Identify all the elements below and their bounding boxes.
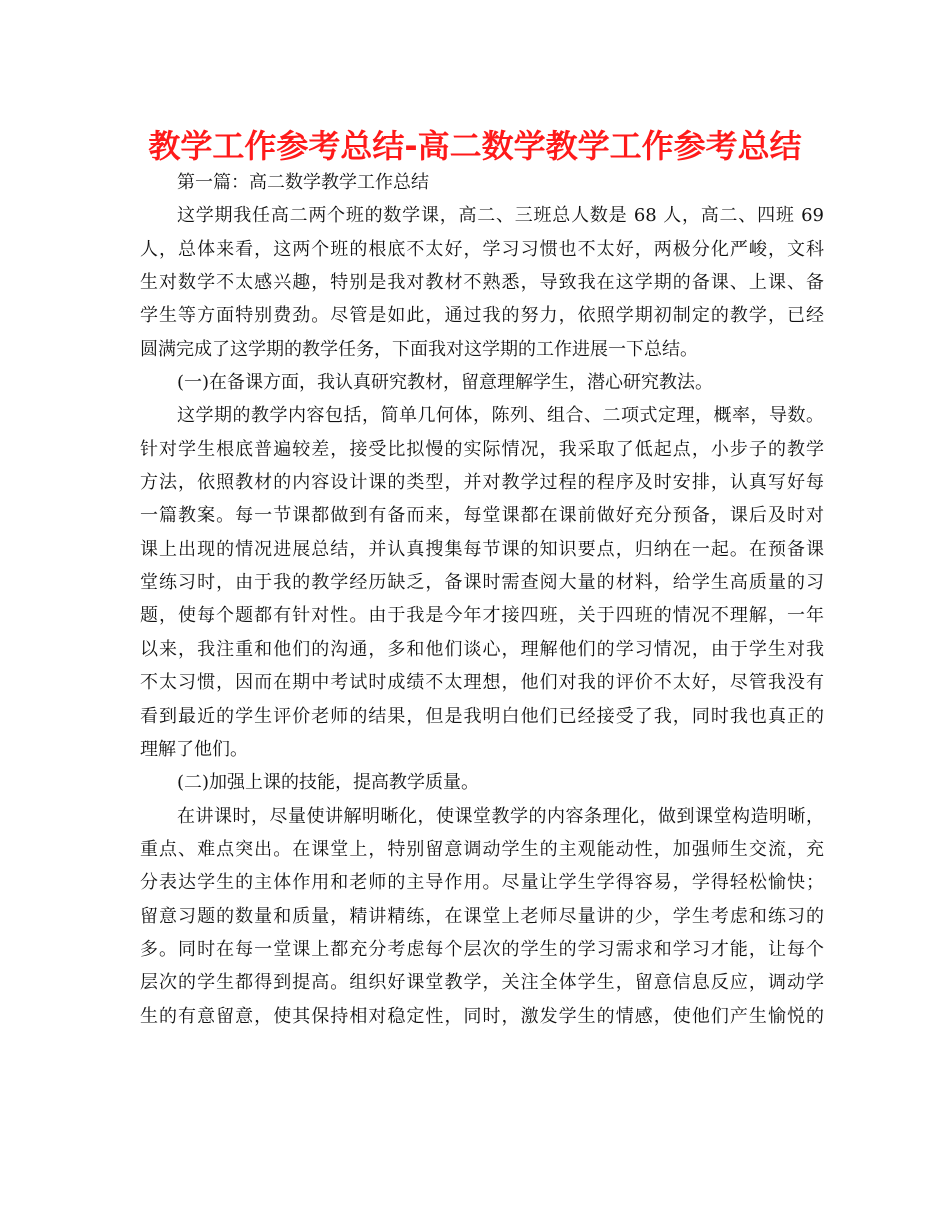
text-line: 多。同时在每一堂课上都充分考虑每个层次的学生的学习需求和学习才能，让每个 (140, 938, 824, 960)
text-line: 看到最近的学生评价老师的结果，但是我明白他们已经接受了我，同时我也真正的 (140, 705, 824, 727)
text-line: 理解了他们。 (140, 738, 248, 760)
text-line: 第一篇：高二数学教学工作总结 (177, 172, 429, 193)
document-title: 教学工作参考总结-高二数学教学工作参考总结 (148, 127, 802, 165)
text-line: 层次的学生都得到提高。组织好课堂教学，关注全体学生，留意信息反应，调动学 (140, 972, 824, 994)
text-line: 生对数学不太感兴趣，特别是我对教材不熟悉，导致我在这学期的备课、上课、备 (140, 272, 824, 294)
text-line: 方法，依照教材的内容设计课的类型，并对教学过程的程序及时安排，认真写好每 (140, 472, 824, 494)
text-line: (二)加强上课的技能，提高教学质量。 (177, 772, 480, 794)
text-line: (一)在备课方面，我认真研究教材，留意理解学生，潜心研究教法。 (177, 372, 714, 394)
text-line: 针对学生根底普遍较差，接受比拟慢的实际情况，我采取了低起点，小步子的教学 (140, 438, 824, 460)
text-line: 人，总体来看，这两个班的根底不太好，学习习惯也不太好，两极分化严峻，文科 (140, 238, 824, 260)
document-body (140, 166, 824, 1033)
text-line: 以来，我注重和他们的沟通，多和他们谈心，理解他们的学习情况，由于学生对我 (140, 638, 824, 660)
text-line: 课上出现的情况进展总结，并认真搜集每节课的知识要点，归纳在一起。在预备课 (140, 538, 824, 560)
text-line: 圆满完成了这学期的教学任务，下面我对这学期的工作进展一下总结。 (140, 338, 698, 360)
text-line: 重点、难点突出。在课堂上，特别留意调动学生的主观能动性，加强师生交流，充 (140, 838, 824, 860)
text-line: 这学期我任高二两个班的数学课，高二、三班总人数是 68 人，高二、四班 69 (177, 205, 824, 227)
text-line: 留意习题的数量和质量，精讲精练，在课堂上老师尽量讲的少，学生考虑和练习的 (140, 905, 824, 927)
text-line: 堂练习时，由于我的教学经历缺乏，备课时需查阅大量的材料，给学生高质量的习 (140, 572, 824, 594)
text-line: 题，使每个题都有针对性。由于我是今年才接四班，关于四班的情况不理解，一年 (140, 605, 824, 627)
text-line: 一篇教案。每一节课都做到有备而来，每堂课都在课前做好充分预备，课后及时对 (140, 505, 824, 527)
text-line: 学生等方面特别费劲。尽管是如此，通过我的努力，依照学期初制定的教学，已经 (140, 305, 824, 327)
text-line: 不太习惯，因而在期中考试时成绩不太理想，他们对我的评价不太好，尽管我没有 (140, 672, 824, 694)
text-line: 分表达学生的主体作用和老师的主导作用。尽量让学生学得容易，学得轻松愉快； (140, 872, 824, 894)
text-line: 这学期的教学内容包括，简单几何体，陈列、组合、二项式定理，概率，导数。 (177, 405, 824, 427)
text-line: 生的有意留意，使其保持相对稳定性，同时，激发学生的情感，使他们产生愉悦的 (140, 1005, 824, 1027)
text-line: 在讲课时，尽量使讲解明晰化，使课堂教学的内容条理化，做到课堂构造明晰， (177, 805, 824, 827)
